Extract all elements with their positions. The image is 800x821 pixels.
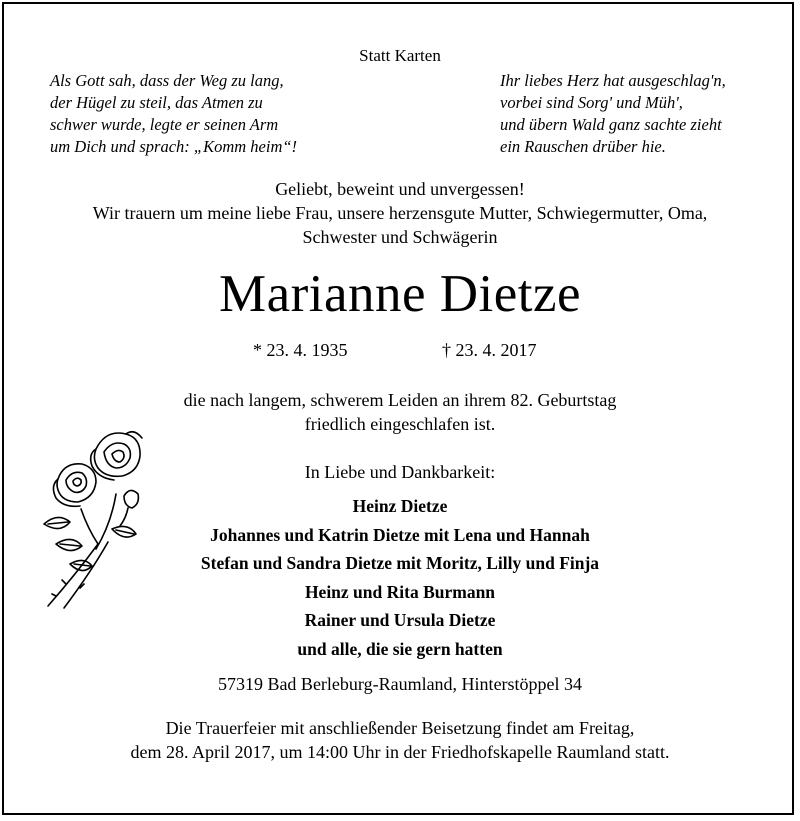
statt-karten-label: Statt Karten bbox=[359, 46, 441, 65]
poem-line: vorbei sind Sorg' und Müh', bbox=[500, 93, 683, 112]
mourner-entry: Heinz Dietze bbox=[352, 496, 448, 516]
poem-right bbox=[500, 70, 726, 158]
passing-line: die nach langem, schwerem Leiden an ihrem 82. Geburtstag bbox=[183, 390, 617, 410]
mourner-entry: und alle, die sie gern hatten bbox=[297, 638, 503, 659]
mourner-entry: Stefan und Sandra Dietze mit Moritz, Lilly und Finja bbox=[200, 553, 600, 573]
mourner-entry: Rainer und Ursula Dietze bbox=[304, 610, 496, 630]
intro-line: Wir trauern um meine liebe Frau, unsere herzensgute Mutter, Schwiegermutter, Oma, bbox=[92, 203, 708, 223]
poem-line: und übern Wald ganz sachte zieht bbox=[500, 115, 722, 134]
intro-line: Schwester und Schwägerin bbox=[302, 227, 498, 247]
mourner-entry: Heinz und Rita Burmann bbox=[304, 581, 496, 602]
poem-line: Als Gott sah, dass der Weg zu lang, bbox=[50, 71, 284, 90]
poem-line: Ihr liebes Herz hat ausgeschlag'n, bbox=[500, 71, 726, 90]
intro-text bbox=[0, 177, 800, 249]
intro-line: Geliebt, beweint und unvergessen! bbox=[275, 179, 525, 199]
poem-line: der Hügel zu steil, das Atmen zu bbox=[50, 93, 263, 112]
poem-line: ein Rauschen drüber hie. bbox=[500, 137, 666, 156]
birth-date: * 23. 4. 1935 bbox=[253, 340, 348, 360]
address-line: 57319 Bad Berleburg-Raumland, Hinterstöppel 34 bbox=[217, 674, 583, 694]
service-text bbox=[0, 716, 800, 764]
passing-line: friedlich eingeschlafen ist. bbox=[304, 414, 496, 434]
death-date: † 23. 4. 2017 bbox=[442, 340, 537, 360]
poem-line: um Dich und sprach: „Komm heim“! bbox=[50, 137, 298, 156]
poem-left bbox=[50, 70, 297, 158]
rose-illustration-icon bbox=[36, 424, 166, 614]
mourner-entry: Johannes und Katrin Dietze mit Lena und Hannah bbox=[210, 524, 590, 545]
poem-line: schwer wurde, legte er seinen Arm bbox=[50, 115, 279, 134]
deceased-name: Marianne Dietze bbox=[218, 265, 582, 323]
service-line: Die Trauerfeier mit anschließender Beisetzung findet am Freitag, bbox=[165, 718, 635, 738]
love-line: In Liebe und Dankbarkeit: bbox=[304, 462, 496, 482]
service-line: dem 28. April 2017, um 14:00 Uhr in der Friedhofskapelle Raumland statt. bbox=[130, 742, 670, 762]
